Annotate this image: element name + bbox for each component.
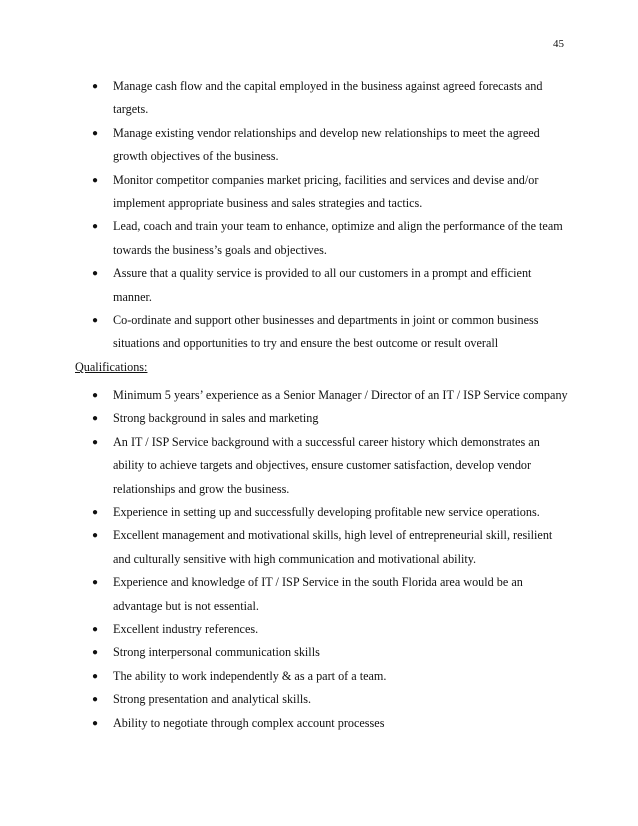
bullet-icon: ●	[92, 670, 99, 682]
bullet-icon: ●	[92, 577, 99, 589]
list-item-text: Experience and knowledge of IT / ISP Service in the south Florida area would be an advantage but is not essential.	[113, 575, 523, 613]
list-item-text: Strong background in sales and marketing	[113, 411, 319, 426]
bullet-icon: ●	[92, 127, 99, 139]
list-item	[0, 262, 638, 309]
list-item	[0, 688, 638, 711]
list-item	[0, 122, 638, 169]
list-item-text: Lead, coach and train your team to enhance, optimize and align the performance of the team towards the business’s goals and objectives.	[113, 219, 563, 257]
list-item-text: Manage existing vendor relationships and develop new relationships to meet the agreed growth objectives of the business.	[113, 125, 540, 164]
list-item-text: Excellent management and motivational skills, high level of entrepreneurial skill, resilient and culturally sensitive with high communication and motivational ability.	[113, 528, 553, 566]
list-item	[0, 501, 638, 524]
bullet-icon: ●	[92, 436, 99, 448]
list-item	[0, 618, 638, 641]
list-item-text: Co-ordinate and support other businesses and departments in joint or common business situations and opportunities to try and ensure the best outcome or result overall	[113, 313, 539, 351]
bullet-icon: ●	[92, 694, 99, 706]
list-item	[0, 215, 638, 262]
list-item	[0, 384, 638, 407]
bullet-icon: ●	[92, 413, 99, 425]
responsibilities-list	[0, 75, 638, 356]
list-item	[0, 309, 638, 356]
bullet-icon: ●	[92, 507, 99, 519]
list-item	[0, 641, 638, 664]
bullet-icon: ●	[92, 390, 99, 401]
bullet-icon: ●	[92, 81, 99, 92]
list-item-text: Strong presentation and analytical skills.	[113, 692, 312, 707]
qualifications-heading: Qualifications:	[75, 360, 148, 374]
list-item-text: Experience in setting up and successfully developing profitable new service operations.	[113, 505, 540, 520]
bullet-icon: ●	[92, 717, 99, 729]
list-item	[0, 571, 638, 618]
qualifications-list	[0, 384, 638, 735]
list-item	[0, 524, 638, 571]
list-item-text: Strong interpersonal communication skills	[113, 645, 320, 660]
list-item	[0, 75, 638, 122]
list-item-text: The ability to work independently & as a part of a team.	[113, 668, 387, 683]
bullet-icon: ●	[92, 174, 99, 186]
list-item-text: Assure that a quality service is provided to all our customers in a prompt and efficient manner.	[113, 266, 532, 304]
bullet-icon: ●	[92, 268, 99, 280]
list-item	[0, 431, 638, 501]
page-number: 45	[553, 38, 564, 50]
list-item	[0, 407, 638, 430]
list-item-text: Excellent industry references.	[113, 622, 259, 637]
bullet-icon: ●	[92, 530, 99, 542]
list-item-text: Minimum 5 years’ experience as a Senior Manager / Director of an IT / ISP Service company	[113, 388, 568, 402]
list-item	[0, 712, 638, 735]
bullet-icon: ●	[92, 647, 99, 659]
list-item	[0, 665, 638, 688]
bullet-icon: ●	[92, 315, 99, 327]
list-item-text: Manage cash flow and the capital employed in the business against agreed forecasts and targets.	[113, 79, 543, 117]
bullet-icon: ●	[92, 624, 99, 636]
list-item	[0, 169, 638, 216]
bullet-icon: ●	[92, 221, 99, 233]
list-item-text: Ability to negotiate through complex account processes	[113, 715, 385, 730]
list-item-text: Monitor competitor companies market pricing, facilities and services and devise and/or implement appropriate business and sales strategies and tactics.	[113, 172, 539, 211]
list-item-text: An IT / ISP Service background with a successful career history which demonstrates an ability to achieve targets and objectives, ensure customer satisfaction, develop vendor relationships and grow the business.	[113, 434, 540, 496]
